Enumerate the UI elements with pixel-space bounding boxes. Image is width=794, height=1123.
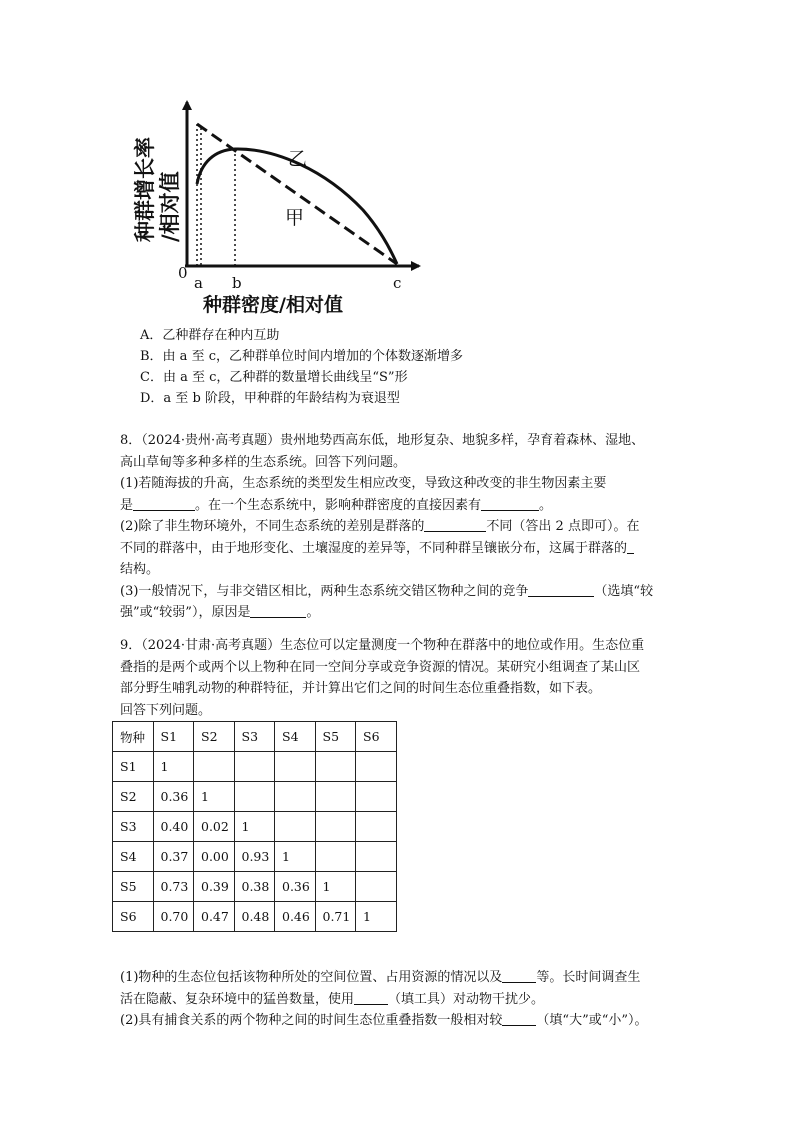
table-cell: 0.36	[275, 872, 316, 902]
q9-line3: 部分野生哺乳动物的种群特征，并计算出它们之间的时间生态位重叠指数，如下表。	[120, 681, 602, 696]
niche-overlap-table	[112, 721, 397, 932]
answer-blank[interactable]	[354, 990, 388, 1005]
q8-header: 8．（2024·贵州·高考真题）贵州地势西高东低，地形复杂、地貌多样，孕育着森林、湿地、	[120, 433, 645, 448]
curve-yi-label: 乙	[288, 148, 308, 170]
q8-part3-line1: (3)一般情况下，与非交错区相比，两种生态系统交错区物种之间的竞争 （选填“较	[120, 583, 654, 599]
table-row	[113, 812, 397, 842]
table-row	[113, 752, 397, 782]
table-cell	[356, 782, 397, 812]
table-cell: 0.47	[194, 902, 235, 932]
table-header-cell: S2	[194, 722, 235, 752]
q9-line1: 9．（2024·甘肃·高考真题）生态位可以定量测度一个物种在群落中的地位或作用。生态位重	[120, 638, 645, 653]
answer-blank[interactable]	[502, 1011, 536, 1026]
answer-blank[interactable]	[528, 582, 594, 597]
table-cell	[275, 752, 316, 782]
table-header-cell: S3	[234, 722, 275, 752]
curve-jia-label: 甲	[285, 207, 305, 229]
table-cell: 0.37	[153, 842, 194, 872]
answer-blank[interactable]	[250, 603, 306, 618]
table-cell	[356, 752, 397, 782]
table-cell	[315, 812, 356, 842]
q8-part2-line2: 不同的群落中，由于地形变化、土壤湿度的差异等，不同种群呈镶嵌分布，这属于群落的	[120, 538, 690, 560]
jia-dashed-line	[197, 124, 397, 264]
answer-blank[interactable]	[424, 517, 486, 532]
table-cell: 0.46	[275, 902, 316, 932]
table-cell	[315, 752, 356, 782]
table-cell: 0.02	[194, 812, 235, 842]
table-header-cell: S1	[153, 722, 194, 752]
table-cell: 1	[356, 902, 397, 932]
tick-c: c	[393, 274, 402, 292]
answer-options	[140, 325, 463, 409]
table-cell	[234, 752, 275, 782]
table-cell: 0.71	[315, 902, 356, 932]
table-cell: S3	[113, 812, 154, 842]
y-axis-label-2: /相对值	[157, 171, 182, 242]
table-cell: 1	[275, 842, 316, 872]
table-cell: 0.70	[153, 902, 194, 932]
tick-a: a	[194, 274, 203, 292]
table-cell: S2	[113, 782, 154, 812]
q8-part3-line2: 强”或“较弱”），原因是 。	[120, 605, 320, 620]
table-row	[113, 902, 397, 932]
answer-blank[interactable]	[133, 496, 195, 511]
table-cell	[275, 782, 316, 812]
table-cell	[356, 872, 397, 902]
table-cell: S5	[113, 872, 154, 902]
table-cell: 1	[234, 812, 275, 842]
table-cell: S4	[113, 842, 154, 872]
question-9-parts	[120, 967, 690, 1032]
table-row	[113, 782, 397, 812]
table-cell: 0.38	[234, 872, 275, 902]
table-cell: 0.93	[234, 842, 275, 872]
table-cell	[315, 782, 356, 812]
table-header-cell: S5	[315, 722, 356, 752]
option-c: C．由 a 至 c，乙种群的数量增长曲线呈“S”形	[140, 370, 408, 385]
y-axis-label-1: 种群增长率	[132, 137, 157, 242]
table-cell	[315, 842, 356, 872]
table-cell	[234, 782, 275, 812]
table-cell: 0.00	[194, 842, 235, 872]
table-cell: 1	[194, 782, 235, 812]
question-8	[120, 430, 690, 624]
question-9	[120, 635, 690, 721]
q9-line2: 叠指的是两个或两个以上物种在同一空间分享或竞争资源的情况。某研究小组调查了某山区	[120, 659, 641, 675]
option-d: D．a 至 b 阶段，甲种群的年龄结构为衰退型	[140, 391, 400, 406]
q8-part2-line1: (2)除了非生物环境外，不同生态系统的差别是群落的 不同（答出 2 点即可）。在	[120, 519, 640, 534]
table-cell	[194, 752, 235, 782]
answer-blank[interactable]	[627, 539, 634, 554]
q9-part2: (2)具有捕食关系的两个物种之间的时间生态位重叠指数一般相对较 （填“大”或“小”）。	[120, 1013, 648, 1028]
table-cell: 0.39	[194, 872, 235, 902]
table-cell	[275, 812, 316, 842]
table-cell: S6	[113, 902, 154, 932]
origin-label: 0	[178, 264, 188, 282]
population-growth-graph	[125, 92, 425, 322]
table-cell	[356, 842, 397, 872]
table-cell: 0.73	[153, 872, 194, 902]
answer-blank[interactable]	[502, 968, 536, 983]
option-b: B．由 a 至 c，乙种群单位时间内增加的个体数逐渐增多	[140, 349, 463, 364]
q9-part1-line1: (1)物种的生态位包括该物种所处的空间位置、占用资源的情况以及 等。长时间调查生	[120, 970, 641, 985]
q8-part1-line1: (1)若随海拔的升高，生态系统的类型发生相应改变，导致这种改变的非生物因素主要	[120, 476, 607, 491]
table-cell: 0.40	[153, 812, 194, 842]
table-cell: 1	[153, 752, 194, 782]
x-axis-label: 种群密度/相对值	[203, 294, 343, 316]
q8-part1-line2: 是 。在一个生态系统中，影响种群密度的直接因素有 。	[120, 497, 553, 513]
q9-line4: 回答下列问题。	[120, 702, 212, 718]
table-header-cell: S6	[356, 722, 397, 752]
q9-part1-line2: 活在隐蔽、复杂环境中的猛兽数量，使用 （填工具）对动物干扰少。	[120, 991, 545, 1007]
table-header-cell: 物种	[113, 722, 154, 752]
q8-part2-line3: 结构。	[120, 562, 160, 577]
table-cell: 0.48	[234, 902, 275, 932]
table-cell: S1	[113, 752, 154, 782]
table-row	[113, 842, 397, 872]
table-header-row	[113, 722, 397, 752]
table-cell: 0.36	[153, 782, 194, 812]
option-a: A．乙种群存在种内互助	[140, 328, 280, 343]
table-row	[113, 872, 397, 902]
q8-intro: 高山草甸等多种多样的生态系统。回答下列问题。	[120, 454, 407, 470]
table-cell: 1	[315, 872, 356, 902]
table-header-cell: S4	[275, 722, 316, 752]
answer-blank[interactable]	[481, 496, 539, 511]
table-cell	[356, 812, 397, 842]
tick-b: b	[232, 274, 242, 292]
